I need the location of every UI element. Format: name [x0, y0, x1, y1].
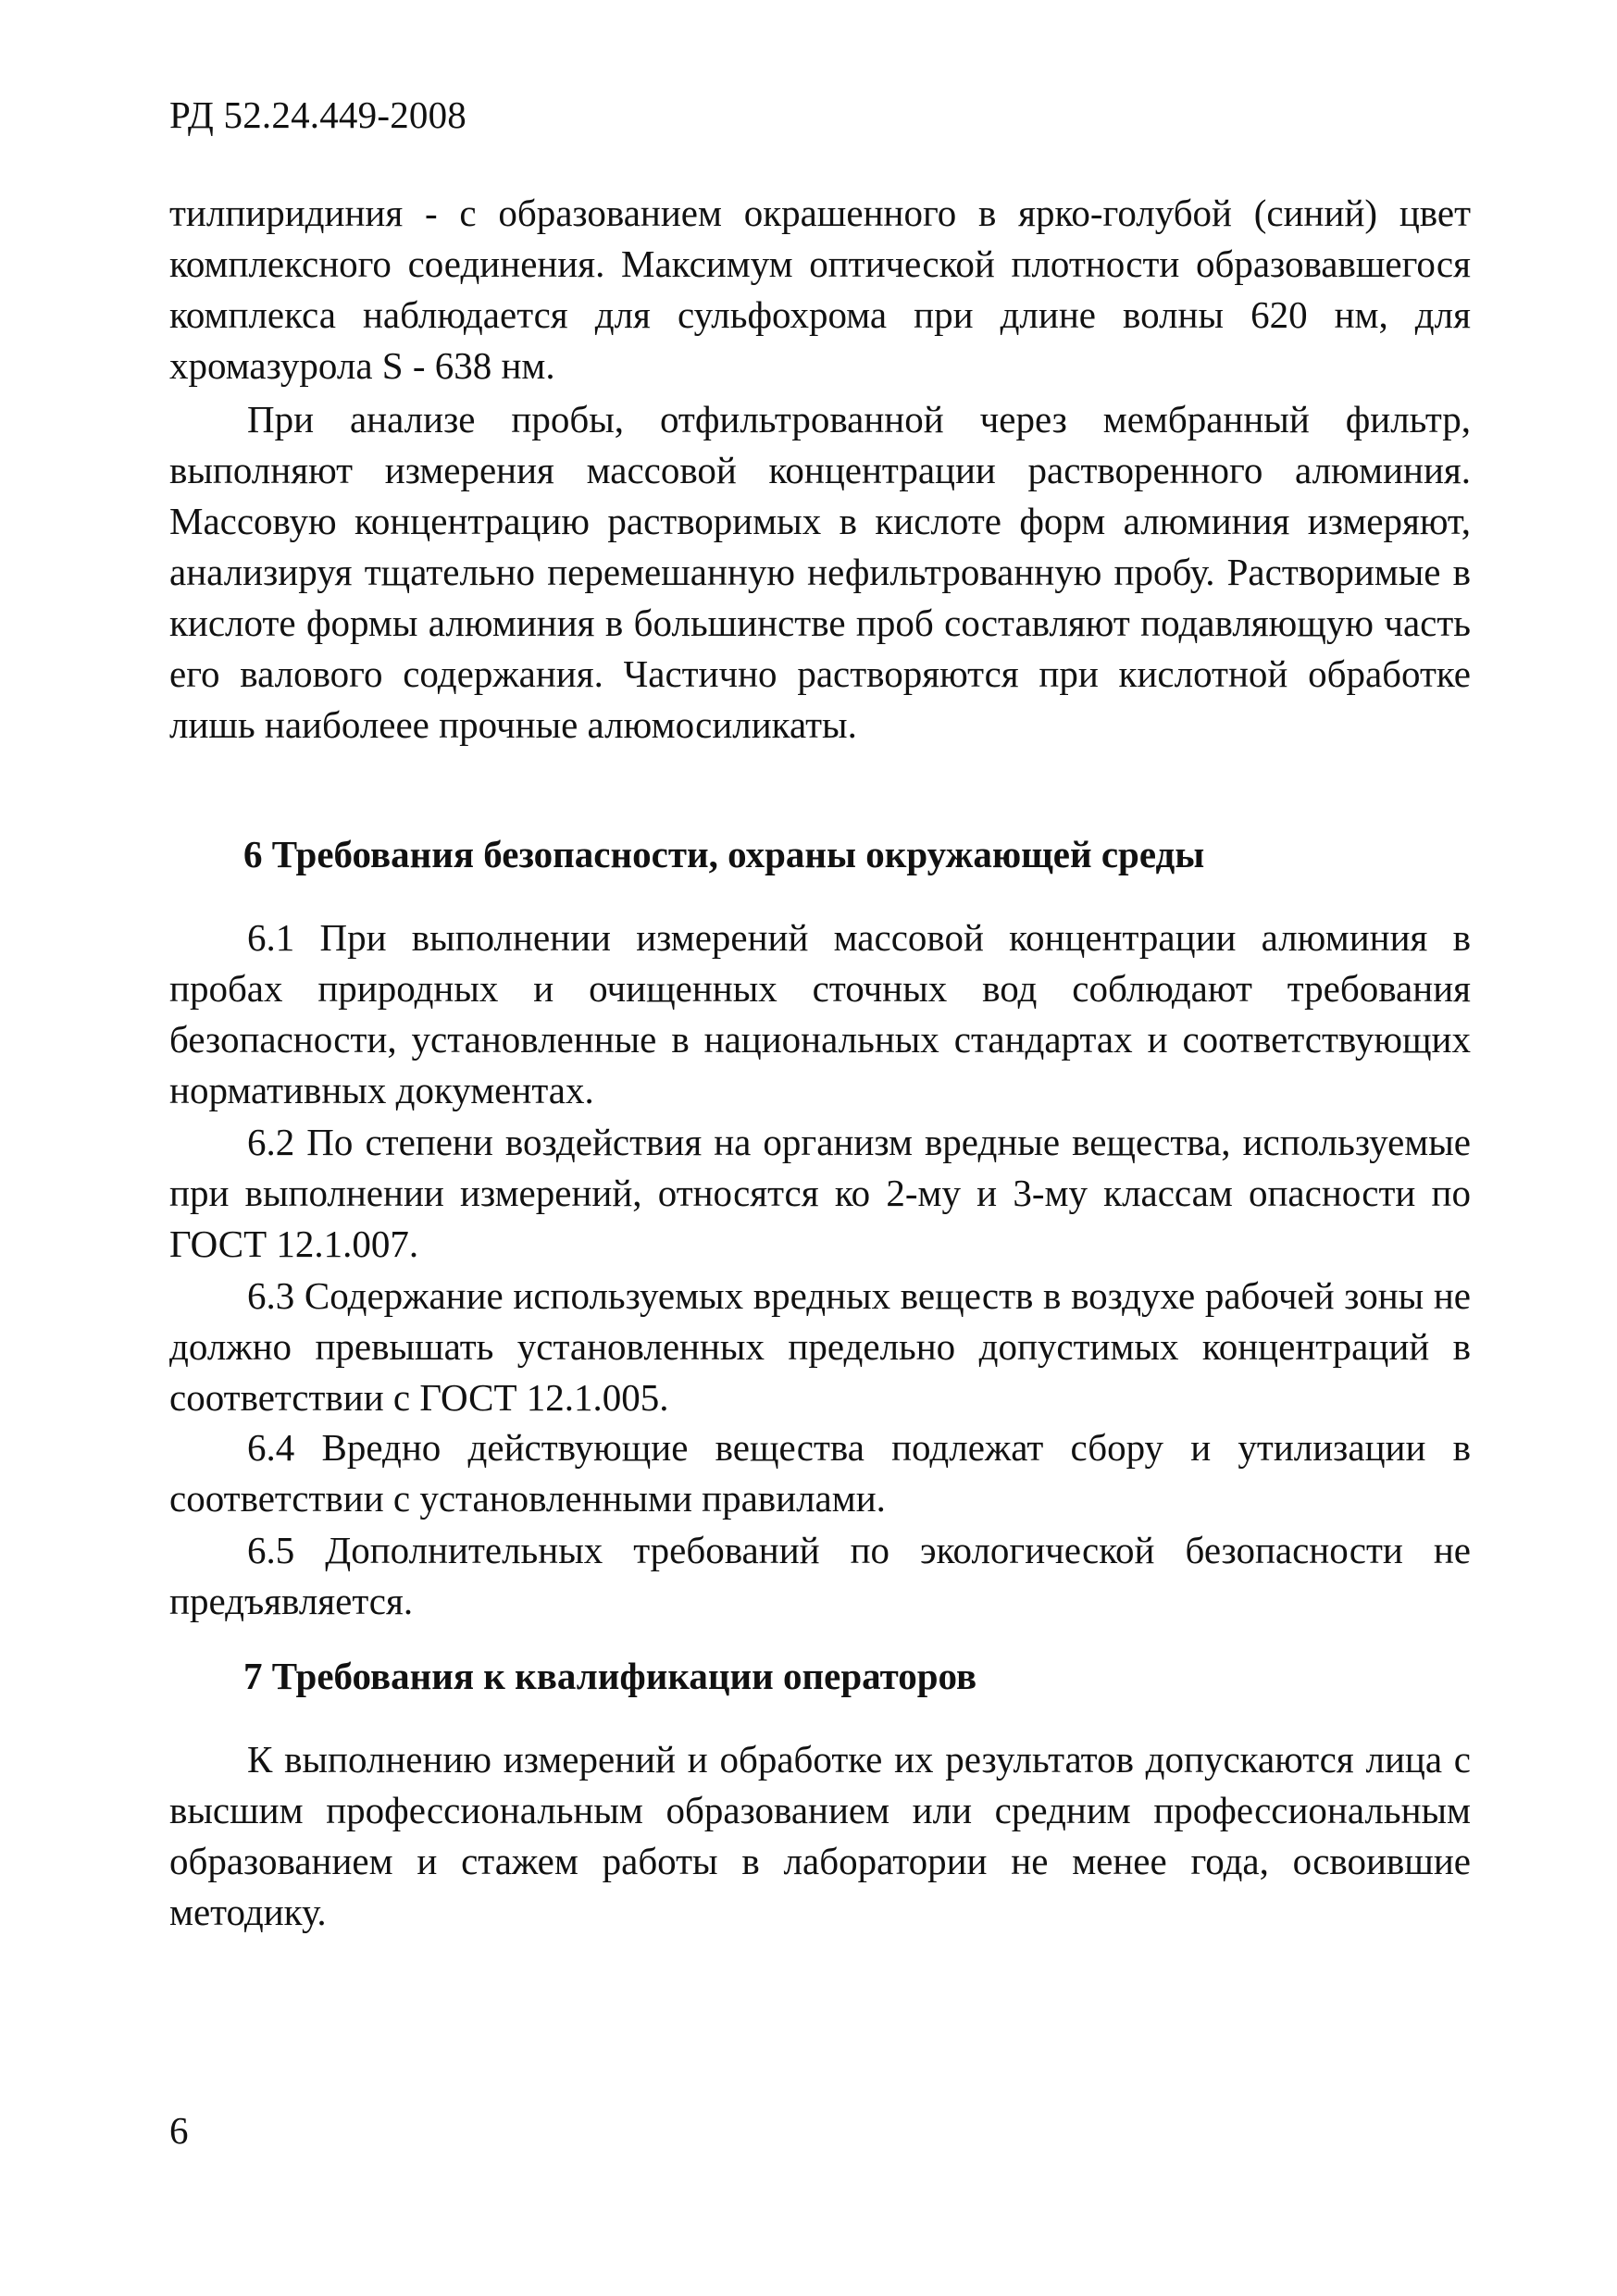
- section-7-heading: 7 Требования к квалификации операторов: [243, 1655, 977, 1697]
- section-7-paragraph: К выполнению измерений и обработке их результатов допускаются лица с высшим профессиональным образованием или средним профессиональным образованием и стажем работы в лаборатории не менее года, освоившие методику.: [169, 1738, 1471, 1933]
- section-6-3: 6.3 Содержание используемых вредных веществ в воздухе рабочей зоны не должно превышать установленных предельно допустимых концентраций в соответствии с ГОСТ 12.1.005.: [169, 1274, 1471, 1419]
- document-code: РД 52.24.449-2008: [169, 93, 466, 136]
- section-6-2: 6.2 По степени воздействия на организм вредные вещества, используемые при выполнении измерений, относятся ко 2-му и 3-му классам опасности по ГОСТ 12.1.007.: [169, 1121, 1471, 1265]
- section-6-heading: 6 Требования безопасности, охраны окружающей среды: [243, 833, 1205, 875]
- intro-paragraph-1: тилпиридиния - с образованием окрашенного в ярко-голубой (синий) цвет комплексного соединения. Максимум оптической плотности образовавшегося комплекса наблюдается для сульфохрома при длине волны 620 нм, для хромазурола S - 638 нм.: [169, 192, 1471, 387]
- section-6-1: 6.1 При выполнении измерений массовой концентрации алюминия в пробах природных и очищенных сточных вод соблюдают требования безопасности, установленные в национальных стандартах и соответствующих нормативных документах.: [169, 916, 1471, 1111]
- section-6-4: 6.4 Вредно действующие вещества подлежат сбору и утилизации в соответствии с установленными правилами.: [169, 1426, 1471, 1520]
- page-number: 6: [169, 2109, 189, 2152]
- intro-paragraph-2: При анализе пробы, отфильтрованной через мембранный фильтр, выполняют измерения массовой концентрации растворенного алюминия. Массовую концентрацию растворимых в кислоте форм алюминия измеряют, анализируя тщательно перемешанную нефильтрованную пробу. Растворимые в кислоте формы алюминия в большинстве проб составляют подавляющую часть его валового содержания. Частично растворяются при кислотной обработке лишь наиболеее прочные алюмосиликаты.: [169, 398, 1471, 746]
- section-6-5: 6.5 Дополнительных требований по экологической безопасности не предъявляется.: [169, 1529, 1471, 1622]
